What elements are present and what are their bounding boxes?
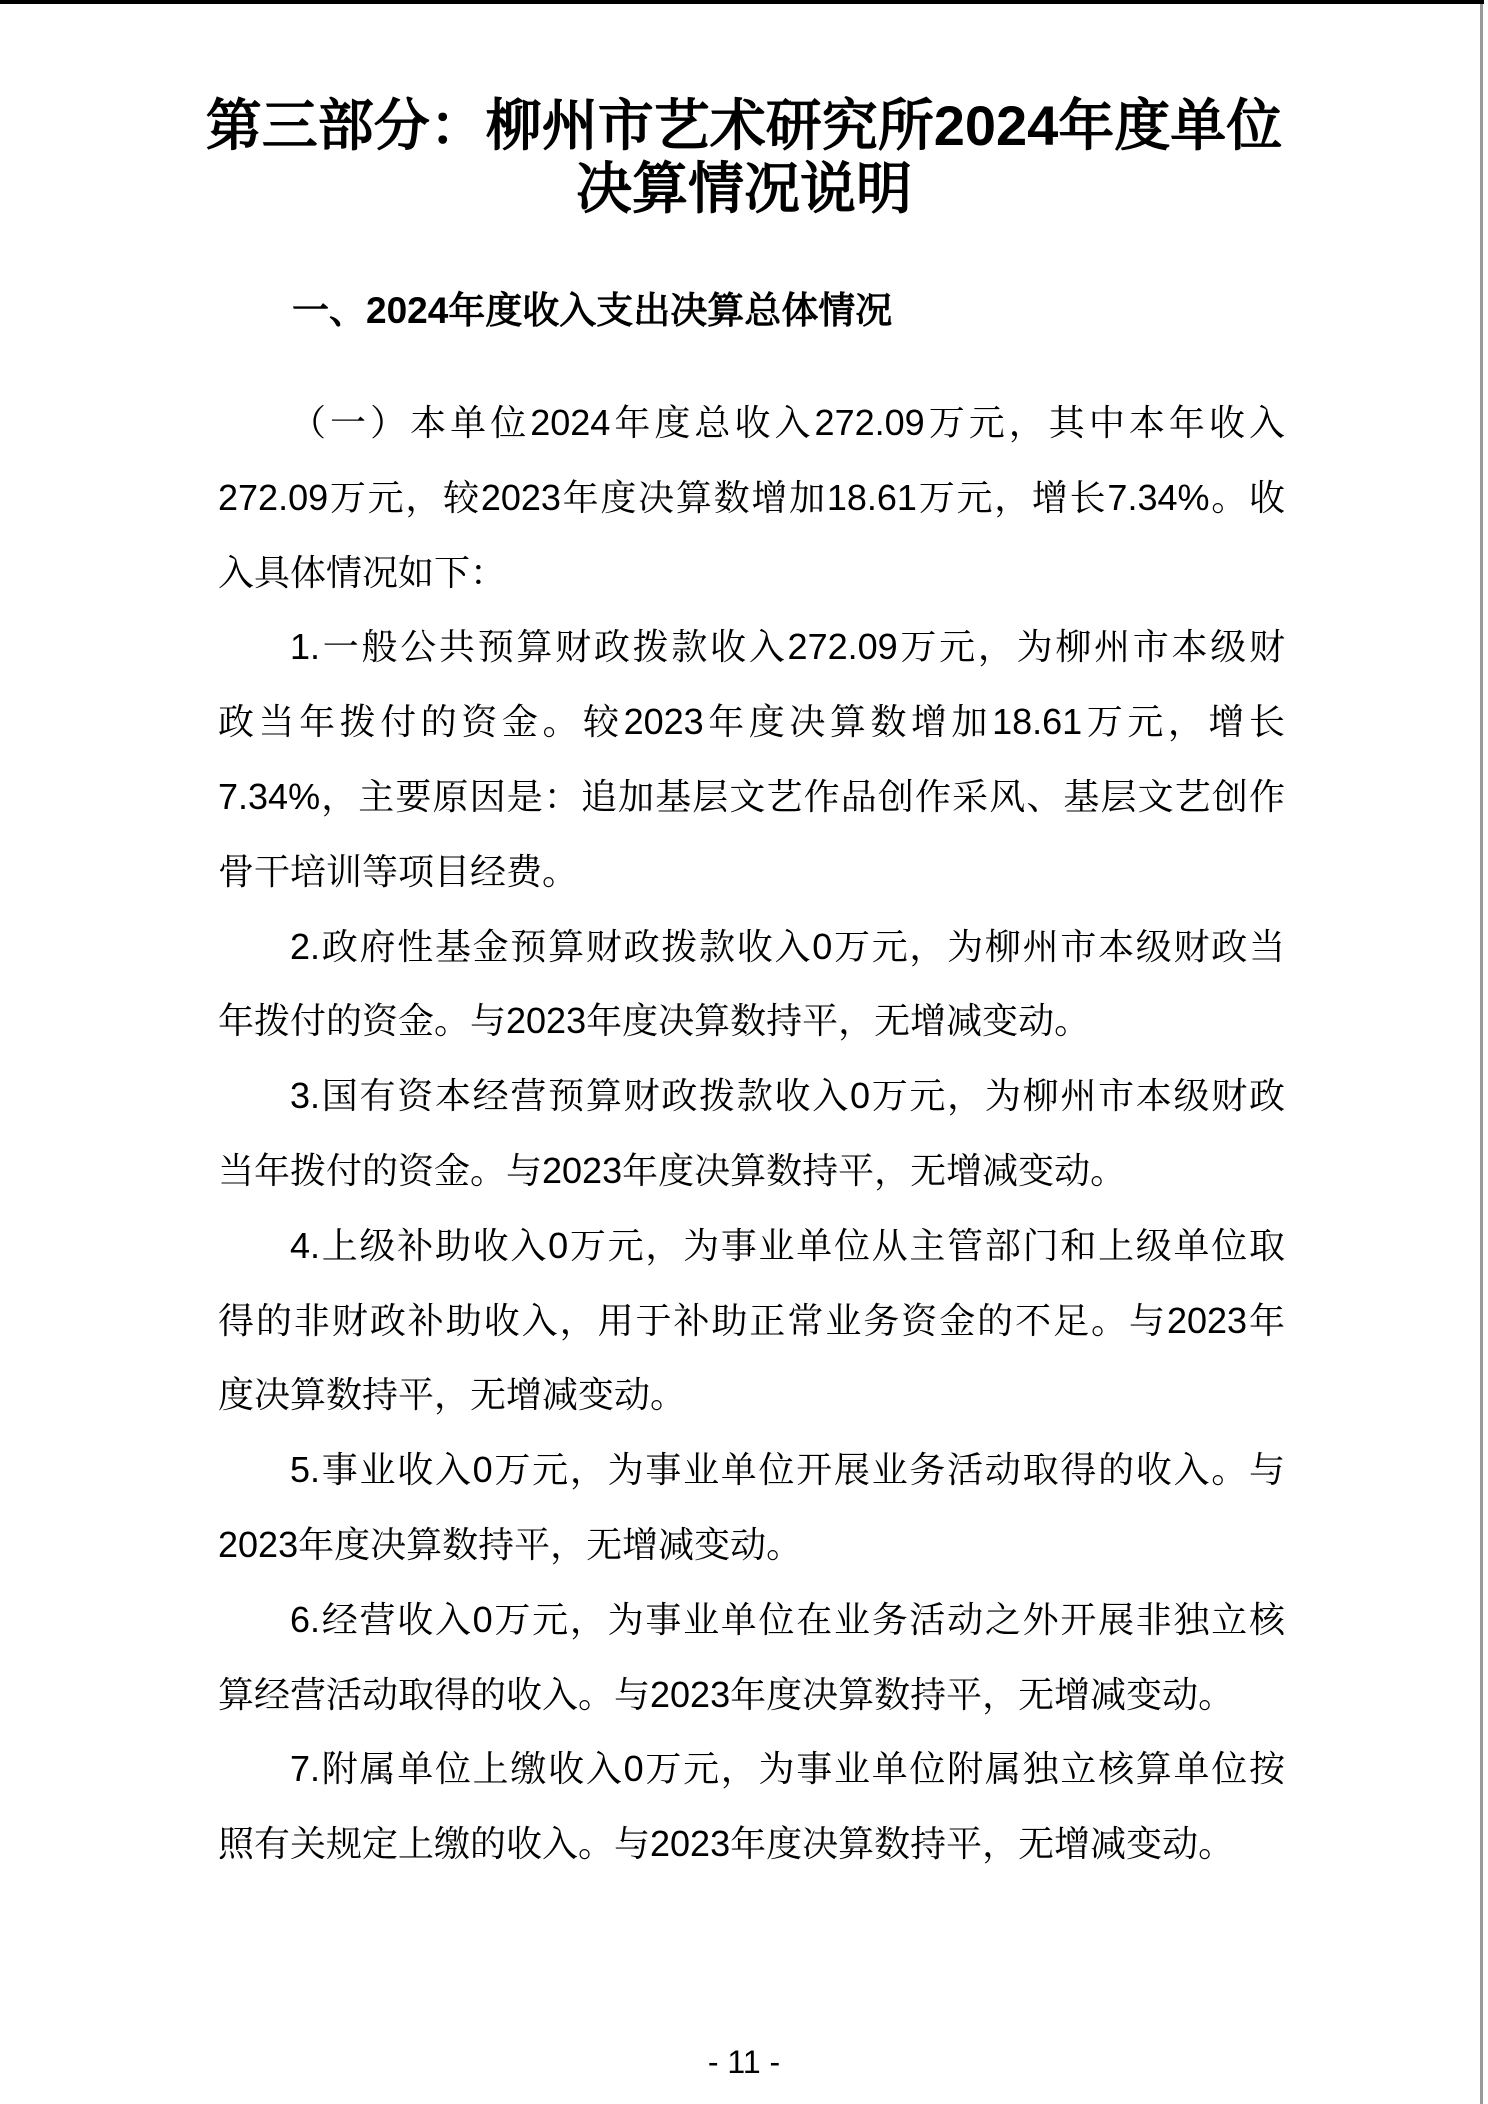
scan-top-border xyxy=(0,0,1484,4)
document-title-line-2: 决算情况说明 xyxy=(576,157,912,220)
body-text-line: 2023年度决算数持平，无增减变动。 xyxy=(218,1523,803,1565)
document-title xyxy=(0,94,1488,220)
body-text-line: 1.一般公共预算财政拨款收入272.09万元，为柳州市本级财 xyxy=(290,626,1285,668)
body-text-line: 6.经营收入0万元，为事业单位在业务活动之外开展非独立核 xyxy=(290,1598,1285,1640)
body-text-line: 2.政府性基金预算财政拨款收入0万元，为柳州市本级财政当 xyxy=(290,925,1285,967)
body-text-line: 得的非财政补助收入，用于补助正常业务资金的不足。与2023年 xyxy=(218,1299,1285,1341)
body-text-line: 7.附属单位上缴收入0万元，为事业单位附属独立核算单位按 xyxy=(290,1748,1285,1790)
section-heading: 一、2024年度收入支出决算总体情况 xyxy=(292,290,893,331)
body-text-line: 算经营活动取得的收入。与2023年度决算数持平，无增减变动。 xyxy=(218,1673,1235,1715)
body-text-line: 7.34%，主要原因是：追加基层文艺作品创作采风、基层文艺创作 xyxy=(218,775,1285,817)
scan-edge-line xyxy=(1480,4,1483,2104)
body-text-line: 骨干培训等项目经费。 xyxy=(218,850,579,892)
document-body xyxy=(218,386,1285,1882)
page-number: - 11 - xyxy=(707,2044,781,2080)
body-text-line: 272.09万元，较2023年度决算数增加18.61万元，增长7.34%。收 xyxy=(218,476,1285,518)
body-text-line: 照有关规定上缴的收入。与2023年度决算数持平，无增减变动。 xyxy=(218,1823,1235,1865)
body-text-line: 年拨付的资金。与2023年度决算数持平，无增减变动。 xyxy=(218,1000,1091,1042)
body-text-line: 5.事业收入0万元，为事业单位开展业务活动取得的收入。与 xyxy=(290,1449,1285,1491)
body-text-line: 入具体情况如下： xyxy=(218,551,507,593)
body-text-line: 3.国有资本经营预算财政拨款收入0万元，为柳州市本级财政 xyxy=(290,1075,1285,1117)
body-text-line: 度决算数持平，无增减变动。 xyxy=(218,1374,687,1416)
document-title-line-1: 第三部分：柳州市艺术研究所2024年度单位 xyxy=(205,94,1283,157)
body-text-line: 当年拨付的资金。与2023年度决算数持平，无增减变动。 xyxy=(218,1149,1127,1191)
body-text-line: （一）本单位2024年度总收入272.09万元，其中本年收入 xyxy=(290,402,1285,443)
body-text-line: 4.上级补助收入0万元，为事业单位从主管部门和上级单位取 xyxy=(290,1224,1285,1266)
body-text-line: 政当年拨付的资金。较2023年度决算数增加18.61万元，增长 xyxy=(218,701,1285,743)
